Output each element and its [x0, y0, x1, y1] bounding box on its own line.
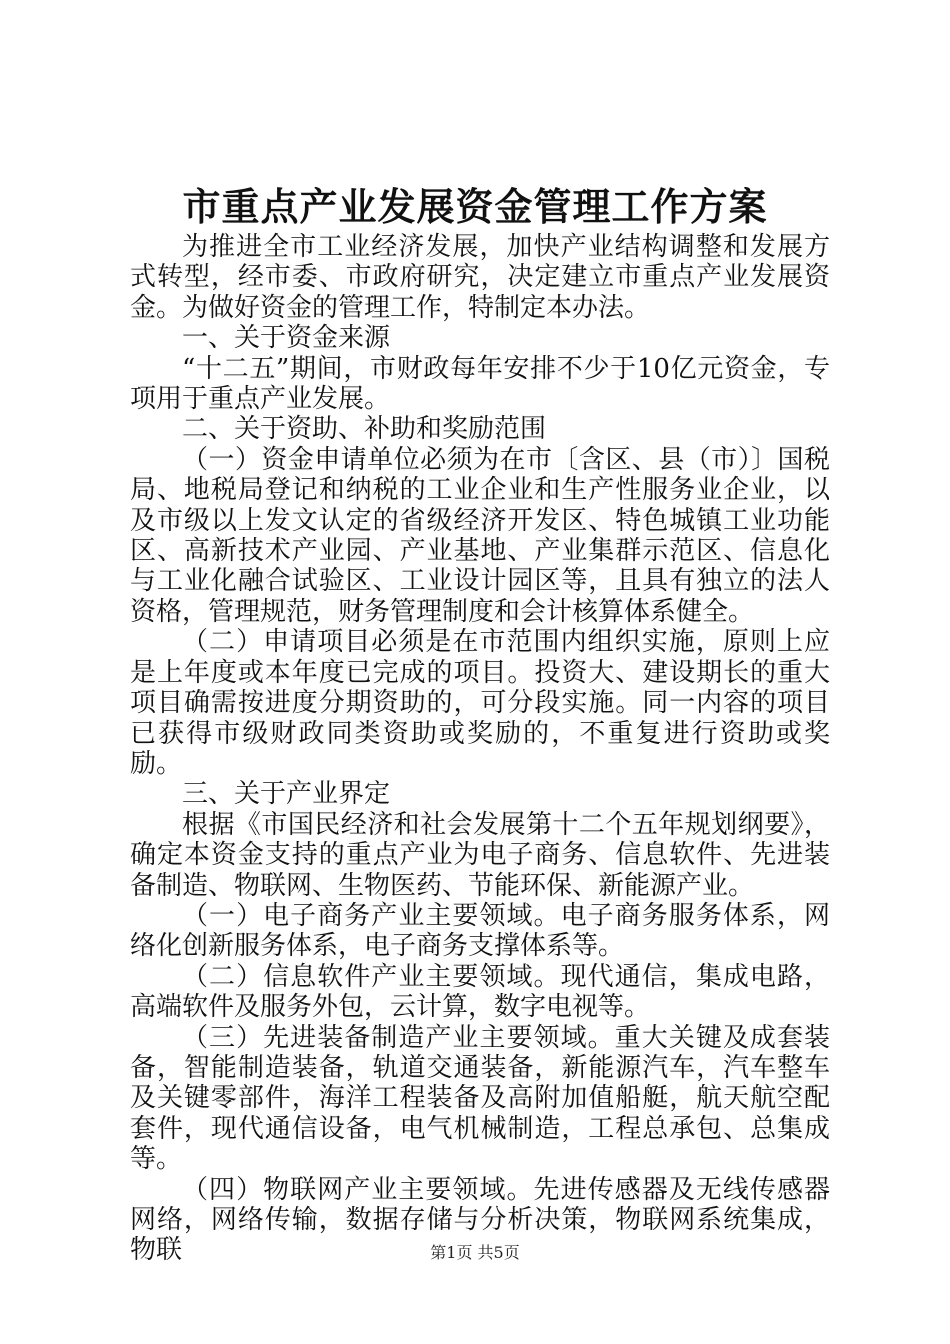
paragraph: （一）资金申请单位必须为在市〔含区、县（市）〕国税局、地税局登记和纳税的工业企业和生产性服务业企业，以及市级以上发文认定的省级经济开发区、特色城镇工业功能区、高新技术产业园、产业基地、产业集群示范区、信息化与工业化融合试验区、工业设计园区等，且具有独立的法人资格，管理规范，财务管理制度和会计核算体系健全。: [130, 444, 830, 627]
section-heading-3: 三、关于产业界定: [182, 779, 391, 810]
paragraph: （二）信息软件产业主要领域。现代通信，集成电路，高端软件及服务外包，云计算，数字电视等。: [130, 961, 830, 1023]
paragraph-intro: 为推进全市工业经济发展，加快产业结构调整和发展方式转型，经市委、市政府研究，决定建立市重点产业发展资金。为做好资金的管理工作，特制定本办法。: [130, 232, 830, 323]
paragraph: （三）先进装备制造产业主要领域。重大关键及成套装备，智能制造装备，轨道交通装备，新能源汽车，汽车整车及关键零部件，海洋工程装备及高附加值船艇，航天航空配套件，现代通信设备，电气机械制造，工程总承包、总集成等。: [130, 1022, 830, 1175]
paragraph: （二）申请项目必须是在市范围内组织实施，原则上应是上年度或本年度已完成的项目。投资大、建设期长的重大项目确需按进度分期资助的，可分段实施。同一内容的项目已获得市级财政同类资助或奖励的，不重复进行资助或奖励。: [130, 627, 830, 779]
paragraph: “十二五”期间，市财政每年安排不少于10亿元资金，专项用于重点产业发展。: [130, 353, 830, 415]
paragraph: （一）电子商务产业主要领域。电子商务服务体系，网络化创新服务体系，电子商务支撑体系等。: [130, 900, 830, 962]
document-body: [130, 232, 830, 1266]
section-heading-1: 一、关于资金来源: [182, 323, 391, 354]
section-heading-2: 二、关于资助、补助和奖励范围: [182, 414, 547, 445]
page-number-footer: 第1页 共5页: [430, 1243, 520, 1262]
paragraph: 根据《市国民经济和社会发展第十二个五年规划纲要》，确定本资金支持的重点产业为电子商务、信息软件、先进装备制造、物联网、生物医药、节能环保、新能源产业。: [130, 809, 830, 901]
document-title: 市重点产业发展资金管理工作方案: [182, 184, 768, 229]
paragraph: （四）物联网产业主要领域。先进传感器及无线传感器网络，网络传输，数据存储与分析决策，物联网系统集成，物联: [130, 1174, 830, 1266]
